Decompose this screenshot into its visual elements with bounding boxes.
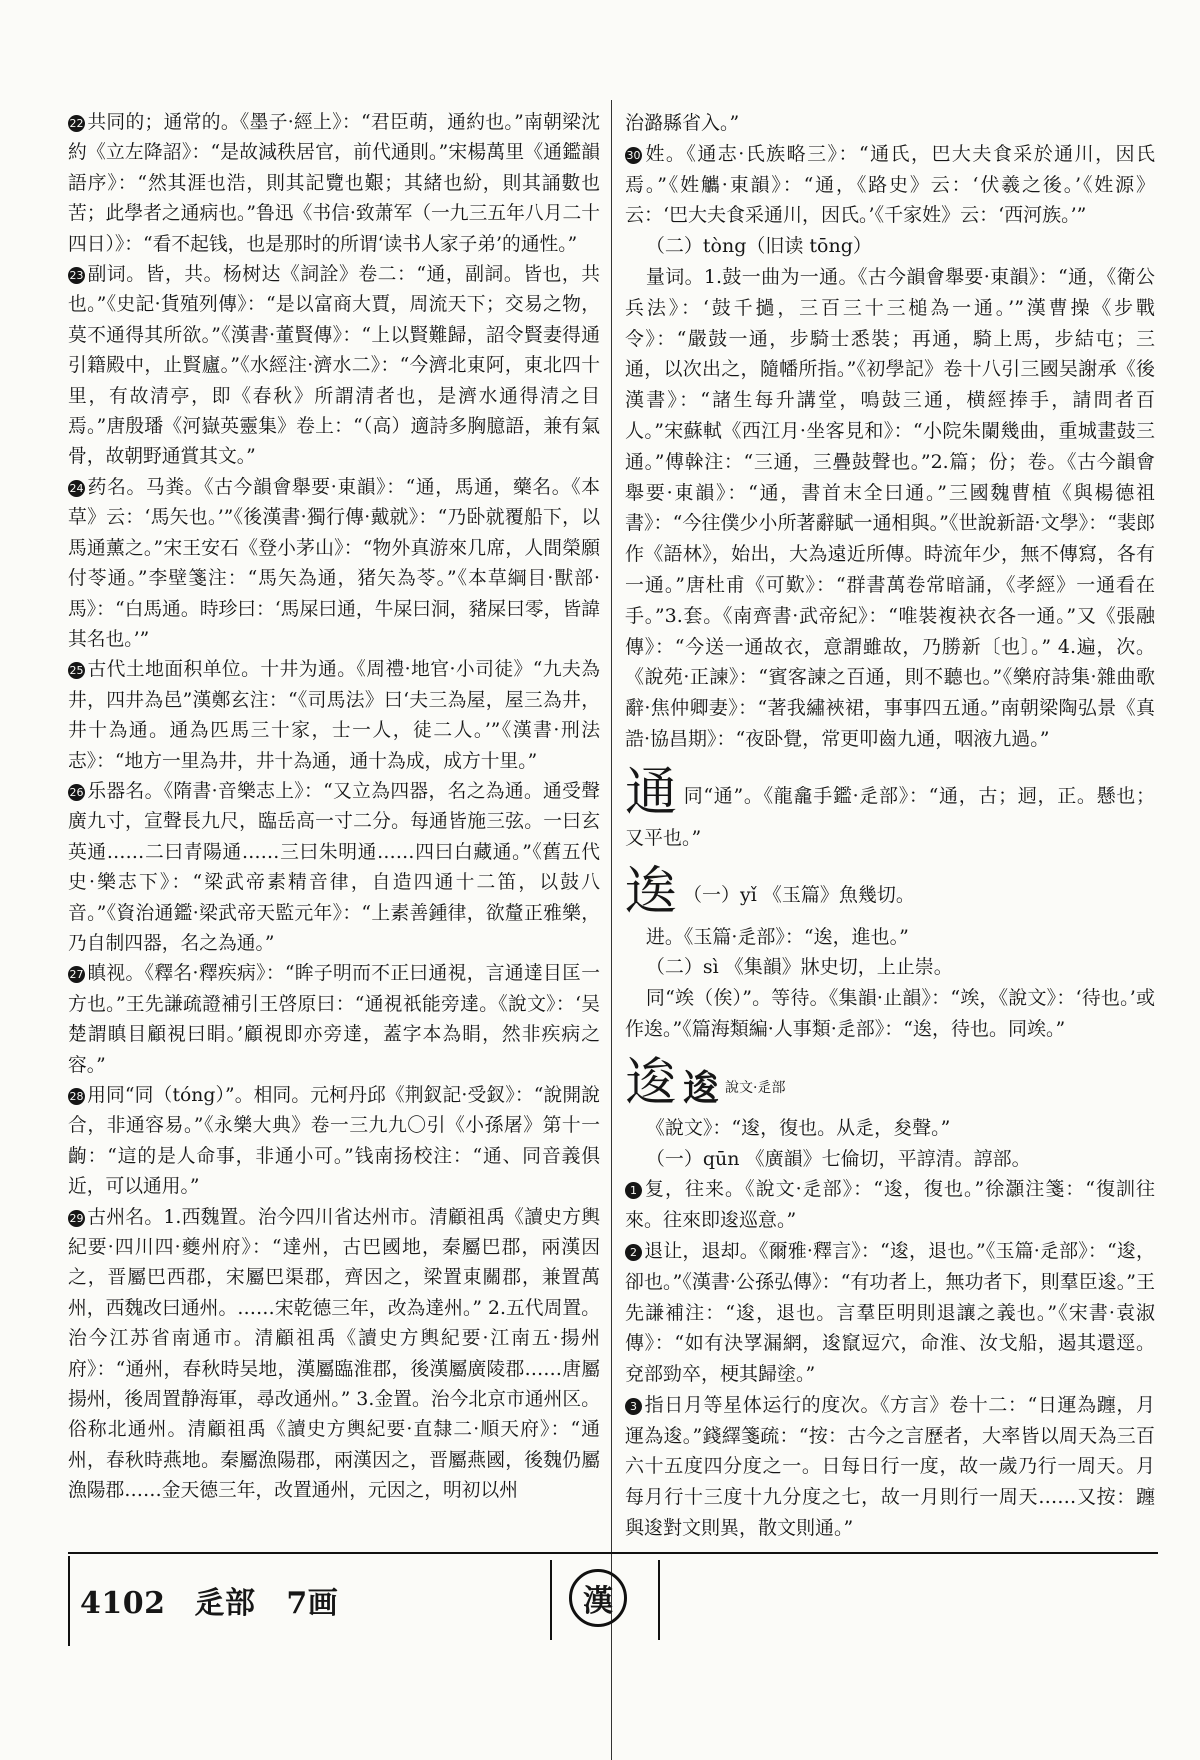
sense-qun-2-text: 退让，退却。《爾雅·釋言》：“逡，退也。”《玉篇·辵部》：“逡，卻也。”《漢書·公孫弘傳》：“有功者上，無功者下，則羣臣逡。”王先謙補注：“逡，退也。言羣臣明則退讓之義也。”《宋書·袁淑傳》：“如有決罦漏網，逡竄逗穴，命淮、汝戈船，遏其還逕。兗部勁卒，梗其歸塗。” [625, 1239, 1155, 1386]
reading-yi: （一）yǐ 《玉篇》魚幾切。 [683, 883, 915, 906]
sense-28-text: 用同“同（tóng）”。相同。元柯丹邱《荆釵記·受釵》：“說開說合，非通容易。”《永樂大典》卷一三九九〇引《小孫屠》第十一齣：“這的是人命事，非通小可。”钱南扬校注：“通、同音義俱近，可以通用。” [68, 1085, 600, 1198]
sense-29-text: 古州名。1.西魏置。治今四川省达州市。清顧祖禹《讀史方輿紀要·四川四·夔州府》：“達州，古巴國地，秦屬巴郡，兩漢因之，晋屬巴西郡，宋屬巴渠郡，齊因之，梁置東關郡，兼置萬州，西魏改曰通州。……宋乾德三年，改為達州。” 2.五代周置。治今江苏省南通市。清顧祖禹《讀史方輿紀要·江南五·揚州府》：“通州，春秋時吴地，漢屬臨淮郡，後漢屬廣陵郡……唐屬揚州，後周置静海軍，尋改通州。” 3.金置。治今北京市通州区。俗称北通州。清顧祖禹《讀史方輿紀要·直隸二·順天府》：“通州，春秋時燕地。秦屬漁陽郡，兩漢因之，晋屬燕國，後魏仍屬漁陽郡……金天德三年，改置通州，元因之，明初以州 [68, 1206, 600, 1502]
reading-si: （二）sì 《集韻》牀史切，上止崇。 [645, 956, 953, 979]
sense-marker-3: 3 [625, 1398, 642, 1415]
sense-23 [68, 260, 600, 473]
sense-27 [68, 959, 600, 1081]
sense-marker-23: 23 [69, 269, 84, 283]
sense-marker-1: 1 [625, 1182, 642, 1199]
footer-left-bar [68, 1556, 70, 1646]
sense-marker-22: 22 [69, 117, 84, 130]
left-column [68, 108, 600, 1507]
stroke-count-label: 7画 [286, 1586, 339, 1621]
page-number: 4102 [80, 1586, 166, 1621]
sense-marker-27: 27 [69, 968, 84, 982]
sense-24-text: 药名。马粪。《古今韻會舉要·東韻》：“通，馬通，藥名。《本草》云：‘馬矢也。’”《後漢書·獨行傳·戴就》：“乃卧就覆船下，以馬通薰之。”宋王安石《登小茅山》：“物外真游來几席，人間榮願付苓通。”李壁箋注：“馬矢為通，猪矢為苓。”《本草綱目·獸部·馬》：“白馬通。時珍曰：‘馬屎曰通，牛屎曰洞，豬屎曰零，皆諱其名也。’” [68, 476, 600, 650]
reading-qun: （一）qūn 《廣韻》七倫切，平諄清。諄部。 [645, 1147, 1031, 1170]
column-divider [611, 100, 612, 1760]
sense-22 [68, 108, 600, 260]
sense-29 [68, 1203, 600, 1507]
definition-si: 同“竢（俟）”。等待。《集韻·止韻》：“竢，《說文》：‘待也。’或作逘。”《篇海類編·人事類·辵部》：“逘，待也。同竢。” [625, 987, 1155, 1040]
continuation-text: 治潞縣省入。” [625, 112, 740, 134]
publisher-logo-icon [569, 1569, 627, 1627]
headword-character: 逡 [625, 1052, 678, 1113]
right-column [625, 108, 1155, 1544]
entry-tong-variant-text: 同“通”。《龍龕手鑑·辵部》：“通，古；迵，正。懸也；又平也。” [625, 784, 1155, 849]
measure-word-paragraph: 量词。1.鼓一曲为一通。《古今韻會舉要·東韻》：“通，《衛公兵法》：‘鼓千撾，三百三十三槌為一通。’”漢曹操《步戰令》：“嚴鼓一通，步騎士悉裝；再通，騎上馬，步結屯；三通，以次出之，隨幡所指。”《初學記》卷十八引三國吴謝承《後漢書》：“諸生每升講堂，鳴鼓三通，横經捧手，請問者百人。”宋蘇軾《西江月·坐客見和》：“小院朱闌幾曲，重城畫鼓三通。”傅榦注：“三通，三疊鼓聲也。”2.篇；份；卷。《古今韻會舉要·東韻》：“通，書首末全曰通。”三國魏曹植《與楊德祖書》：“今往僕少小所著辭賦一通相與。”《世說新語·文學》：“裴郎作《語林》，始出，大為遠近所傳。時流年少，無不傳寫，各有一通。”唐杜甫《可歎》：“群書萬卷常暗誦，《孝經》一通看在手。”3.套。《南齊書·武帝紀》：“唯裝複袂衣各一通。”又《張融傳》：“今送一通故衣，意謂雖故，乃勝新〔也〕。” 4.遍，次。《說苑·正諫》：“賓客諫之百通，則不聽也。”《樂府詩集·雜曲歌辭·焦仲卿妻》：“著我繡裌裙，事事四五通。”南朝梁陶弘景《真誥·協昌期》：“夜卧覺，常更叩齒九通，咽液九過。” [625, 265, 1155, 750]
sense-22-text: 共同的；通常的。《墨子·經上》：“君臣萌，通約也。”南朝梁沈約《立左降詔》：“是故減秩居官，前代通則。”宋楊萬里《通鑑韻語序》：“然其涯也浩，則其記覽也艱；其緒也紛，則其誦數也苦；此學者之通病也。”鲁迅《书信·致萧军（一九三五年八月二十四日）》：“看不起钱，也是那时的所谓‘读书人家子弟’的通性。” [68, 112, 600, 255]
sense-26 [68, 777, 600, 959]
sense-marker-28: 28 [69, 1090, 84, 1103]
sense-30-text: 姓。《通志·氏族略三》：“通氏，巴大夫食采於通川，因氏焉。”《姓觿·東韻》：“通，《路史》云：‘伏羲之後。’《姓源》云：‘巴大夫食采通川，因氏。’《千家姓》云：‘西河族。’” [625, 142, 1155, 227]
radical-label: 辵部 [194, 1586, 256, 1621]
sense-marker-29: 29 [69, 1211, 84, 1225]
seal-source-label: 說文·辵部 [725, 1079, 786, 1096]
entry-yi-headline [625, 862, 1155, 922]
sense-25-text: 古代土地面积单位。十井为通。《周禮·地官·小司徒》“九夫為井，四井為邑”漢鄭玄注：“《司馬法》曰‘夫三為屋，屋三為井，井十為通。通為匹馬三十家，士一人，徒二人。’”《漢書·刑法志》：“地方一里為井，井十為通，通十為成，成方十里。” [68, 659, 600, 772]
footer-bar-left [550, 1560, 552, 1640]
sense-30 [625, 139, 1155, 231]
shuowen-quote: 《說文》：“逡，復也。从辵，夋聲。” [645, 1116, 951, 1139]
footer-bar-right [658, 1560, 660, 1640]
entry-tong-variant [625, 763, 1155, 854]
footer-rule [68, 1552, 1158, 1554]
reading-tong4: （二）tòng（旧读 tōng） [645, 235, 872, 258]
logo-character: 漢 [583, 1584, 613, 1619]
sense-25 [68, 655, 600, 777]
entry-qun-headline [625, 1053, 1155, 1113]
sense-26-text: 乐器名。《隋書·音樂志上》：“又立為四器，名之為通。通受聲廣九寸，宣聲長九尺，臨岳高一寸二分。每通皆施三弦。一曰玄英通……二曰青陽通……三曰朱明通……四曰白藏通。”《舊五代史·樂志下》：“梁武帝素精音律，自造四通十二笛，以鼓八音。”《資治通鑑·梁武帝天監元年》：“上素善鍾律，欲釐正雅樂，乃自制四器，名之為通。” [68, 780, 600, 954]
sense-qun-1-text: 复，往来。《說文·辵部》：“逡，復也。”徐灝注箋：“復訓往來。往來即逡巡意。” [625, 1178, 1155, 1232]
sense-marker-25: 25 [69, 664, 84, 678]
headword-character: 通 [625, 762, 678, 823]
sense-qun-3-text: 指日月等星体运行的度次。《方言》卷十二：“日運為躔，月運為逡。”錢繹箋疏：“按：古今之言歷者，大率皆以周天為三百六十五度四分度之一。日每日行一度，故一歲乃行一周天。月每月行十三度十九分度之七，故一月則行一周天……又按：躔與逡對文則異，散文則通。” [625, 1393, 1155, 1540]
sense-qun-2 [625, 1236, 1155, 1390]
page-footer [80, 1578, 338, 1622]
sense-qun-3 [625, 1390, 1155, 1544]
sense-marker-2: 2 [625, 1244, 642, 1261]
sense-qun-1 [625, 1174, 1155, 1236]
headword-character: 逘 [625, 861, 678, 922]
sense-marker-26: 26 [69, 785, 84, 799]
seal-script-glyph: 逡 [683, 1066, 720, 1109]
sense-marker-30: 30 [626, 148, 641, 162]
sense-28 [68, 1081, 600, 1203]
sense-marker-24: 24 [69, 481, 84, 495]
sense-23-text: 副词。皆，共。杨树达《詞詮》卷二：“通，副詞。皆也，共也。”《史記·貨殖列傳》：“是以富商大賈，周流天下；交易之物，莫不通得其所欲。”《漢書·董賢傳》：“上以賢難歸，詔令賢妻得通引籍殿中，止賢廬。”《水經注·濟水二》：“今濟北東阿，東北四十里，有故清亭，即《春秋》所謂清者也，是濟水通得清之目焉。”唐殷璠《河嶽英靈集》卷上：“（高）適詩多胸臆語，兼有氣骨，故朝野通賞其文。” [68, 264, 600, 468]
sense-24 [68, 473, 600, 655]
definition-yi: 进。《玉篇·辵部》：“逘，進也。” [645, 925, 909, 948]
sense-27-text: 瞋视。《釋名·釋疾病》：“眸子明而不正曰通視，言通達目匡一方也。”王先謙疏證補引王啓原曰：“通視祇能旁達。《說文》：‘吴楚謂瞋目顧視曰睊。’顧視即亦旁達，蓋字本為睊，然非疾病之容。” [68, 963, 600, 1076]
